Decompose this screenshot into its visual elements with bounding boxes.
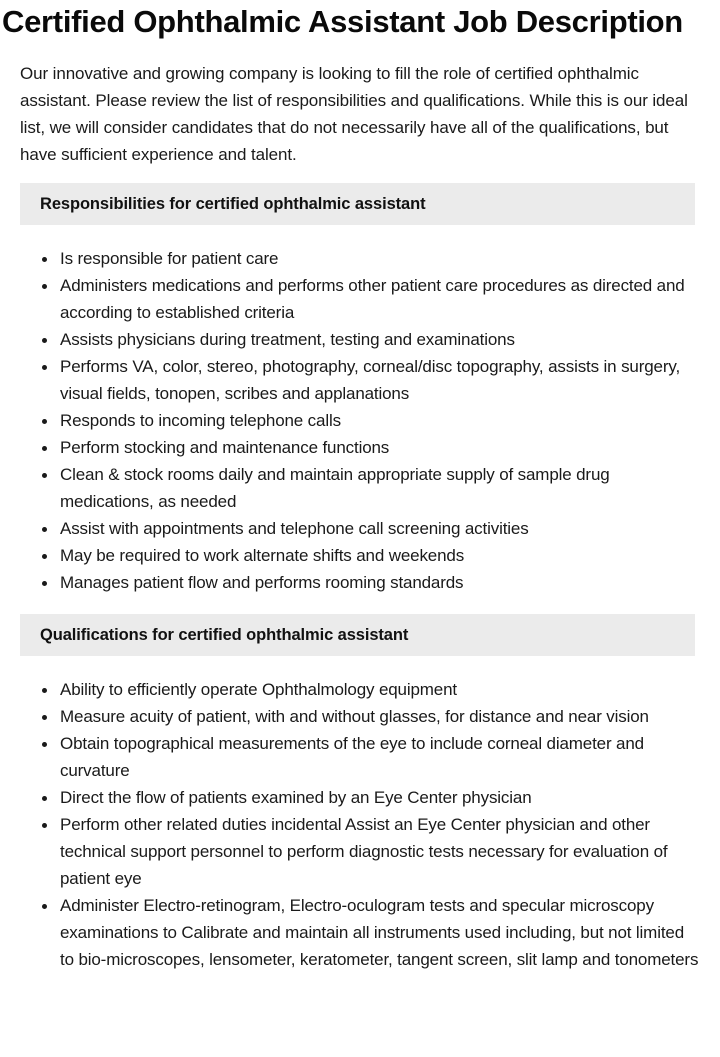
list-item: Administer Electro-retinogram, Electro-oculogram tests and specular microscopy examinations to Calibrate and maintain all instruments used including, but not limited to bio-microscopes, lensometer, keratometer, tangent screen, slit lamp and tonometers (60, 892, 700, 973)
list-item: May be required to work alternate shifts and weekends (60, 542, 700, 569)
responsibilities-list (20, 245, 700, 596)
list-item: Responds to incoming telephone calls (60, 407, 700, 434)
list-item: Manages patient flow and performs rooming standards (60, 569, 700, 596)
list-item: Is responsible for patient care (60, 245, 700, 272)
qualifications-heading: Qualifications for certified ophthalmic assistant (20, 614, 695, 656)
qualifications-list (20, 676, 700, 973)
list-item: Performs VA, color, stereo, photography, corneal/disc topography, assists in surgery, visual fields, tonopen, scribes and applanations (60, 353, 700, 407)
list-item: Clean & stock rooms daily and maintain appropriate supply of sample drug medications, as needed (60, 461, 700, 515)
list-item: Perform other related duties incidental Assist an Eye Center physician and other technical support personnel to perform diagnostic tests necessary for evaluation of patient eye (60, 811, 700, 892)
page-title: Certified Ophthalmic Assistant Job Description (2, 4, 683, 39)
list-item: Obtain topographical measurements of the eye to include corneal diameter and curvature (60, 730, 700, 784)
list-item: Ability to efficiently operate Ophthalmology equipment (60, 676, 700, 703)
list-item: Direct the flow of patients examined by an Eye Center physician (60, 784, 700, 811)
responsibilities-heading: Responsibilities for certified ophthalmic assistant (20, 183, 695, 225)
intro-paragraph: Our innovative and growing company is looking to fill the role of certified ophthalmic assistant. Please review the list of responsibilities and qualifications. While this is our ideal list, we will consider candidates that do not necessarily have all of the qualifications, but have sufficient experience and talent. (20, 64, 688, 164)
list-item: Measure acuity of patient, with and without glasses, for distance and near vision (60, 703, 700, 730)
list-item: Administers medications and performs other patient care procedures as directed and according to established criteria (60, 272, 700, 326)
list-item: Perform stocking and maintenance functions (60, 434, 700, 461)
list-item: Assists physicians during treatment, testing and examinations (60, 326, 700, 353)
list-item: Assist with appointments and telephone call screening activities (60, 515, 700, 542)
